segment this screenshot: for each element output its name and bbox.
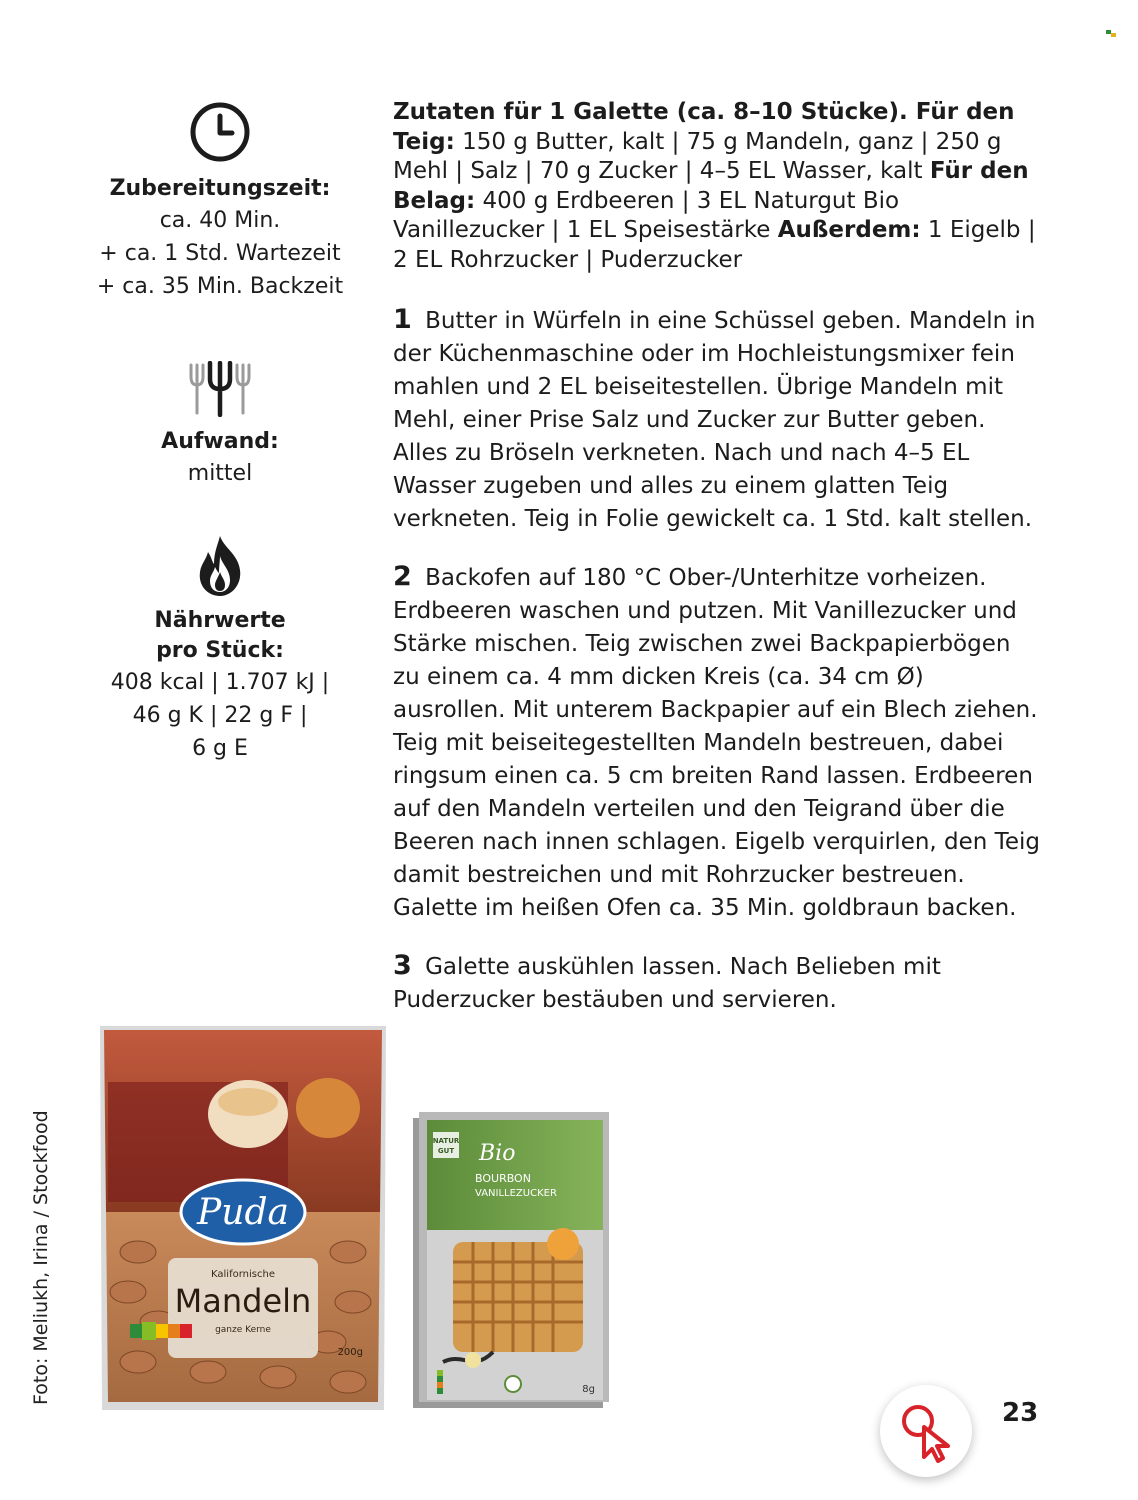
step-number: 1 (393, 304, 412, 335)
vanilla-line1: BOURBON (475, 1172, 531, 1185)
vanilla-line2: VANILLEZUCKER (475, 1188, 557, 1199)
step-3 (393, 949, 1043, 1017)
page-number: 23 (1002, 1398, 1039, 1428)
cursor-click-button[interactable] (880, 1385, 972, 1477)
nutrition-carbs-fat: 46 g K | 22 g F | (132, 703, 308, 728)
bio-seal-icon (505, 1376, 521, 1392)
prep-time-line: ca. 40 Min. (159, 208, 281, 233)
ingredients-ausserdem-label: Außerdem: (777, 217, 921, 243)
effort-value: mittel (187, 461, 253, 486)
nutri-score-icon (130, 1322, 192, 1340)
vanilla-brand-line2: GUT (437, 1147, 455, 1155)
recipe-main-text (393, 98, 1043, 1017)
vanilla-bio-label: Bio (479, 1141, 516, 1166)
forks-icon (185, 361, 255, 417)
nutrition-block (90, 534, 350, 765)
ingredients-teig: 150 g Butter, kalt | 75 g Mandeln, ganz | 250 g Mehl | Salz | 70 g Zucker | 4–5 EL Wasser, kalt (393, 128, 1002, 184)
recipe-info-sidebar (90, 100, 350, 765)
cursor-click-icon (880, 1385, 972, 1477)
almonds-desc: ganze Kerne (215, 1325, 271, 1335)
effort-block (90, 361, 350, 490)
ingredients-belag-label: Für den Belag: (393, 158, 1029, 214)
nutrition-title: Nährwerte (154, 608, 286, 633)
effort-title: Aufwand: (161, 429, 279, 454)
nutri-score-icon (437, 1370, 443, 1394)
ingredients-ausserdem: 1 Eigelb | 2 EL Rohrzucker | Puderzucker (393, 217, 1036, 273)
prep-time-block (90, 100, 350, 303)
ingredients-belag: 400 g Erdbeeren | 3 EL Naturgut Bio Vanillezucker | 1 EL Speisestärke (393, 187, 900, 243)
almonds-package-image (98, 1022, 388, 1414)
vanilla-sugar-package-image (413, 1112, 609, 1409)
vanilla-weight: 8g (582, 1384, 595, 1395)
vanilla-brand-line1: NATUR (432, 1137, 460, 1145)
clock-icon (188, 100, 252, 164)
nutrition-energy: 408 kcal | 1.707 kJ | (110, 670, 330, 695)
corner-logo-icon (1106, 30, 1116, 38)
flame-icon (192, 534, 248, 600)
wait-time-line: + ca. 1 Std. Wartezeit (99, 241, 341, 266)
bake-time-line: + ca. 35 Min. Backzeit (96, 274, 344, 299)
nutrition-subtitle: pro Stück: (156, 638, 284, 663)
ingredients-heading: Zutaten für 1 Galette (ca. 8–10 Stücke). Für den Teig: (393, 99, 1015, 155)
step-1 (393, 303, 1043, 536)
step-number: 3 (393, 950, 412, 981)
step-2 (393, 560, 1043, 925)
almonds-name: Mandeln (174, 1282, 312, 1320)
ingredients-paragraph (393, 98, 1043, 275)
step-text: Galette auskühlen lassen. Nach Belieben mit Puderzucker bestäuben und servieren. (393, 954, 941, 1013)
almonds-brand: Puda (197, 1192, 289, 1233)
prep-time-title: Zubereitungszeit: (109, 176, 331, 201)
step-text: Backofen auf 180 °C Ober-/Unterhitze vorheizen. Erdbeeren waschen und putzen. Mit Vanillezucker und Stärke mischen. Teig zwischen zwei Backpapierbögen zu einem ca. 4 mm dicken Kreis (ca. 34 cm Ø) ausrollen. Mit unterem Backpapier auf ein Blech ziehen. Teig mit beiseitegestellten Mandeln bestreuen, dabei ringsum einen ca. 5 cm breiten Rand lassen. Erdbeeren auf den Mandeln verteilen und den Teigrand über die Beeren nach innen schlagen. Eigelb verquirlen, den Teig damit bestreichen und mit Rohrzucker bestreuen. Galette im heißen Ofen ca. 35 Min. goldbraun backen. (393, 565, 1040, 921)
almonds-subtitle: Kalifornische (211, 1269, 275, 1280)
step-text: Butter in Würfeln in eine Schüssel geben. Mandeln in der Küchenmaschine oder im Hochleistungsmixer fein mahlen und 2 EL beiseitestellen. Übrige Mandeln mit Mehl, einer Prise Salz und Zucker zur Butter geben. Alles zu Bröseln verkneten. Nach und nach 4–5 EL Wasser zugeben und alles zu einem glatten Teig verkneten. Teig in Folie gewickelt ca. 1 Std. kalt stellen. (393, 308, 1036, 532)
almonds-weight: 200g (337, 1347, 363, 1358)
photo-credit: Foto: Meliukh, Irina / Stockfood (30, 1110, 52, 1405)
step-number: 2 (393, 561, 412, 592)
nutrition-protein: 6 g E (192, 736, 248, 761)
